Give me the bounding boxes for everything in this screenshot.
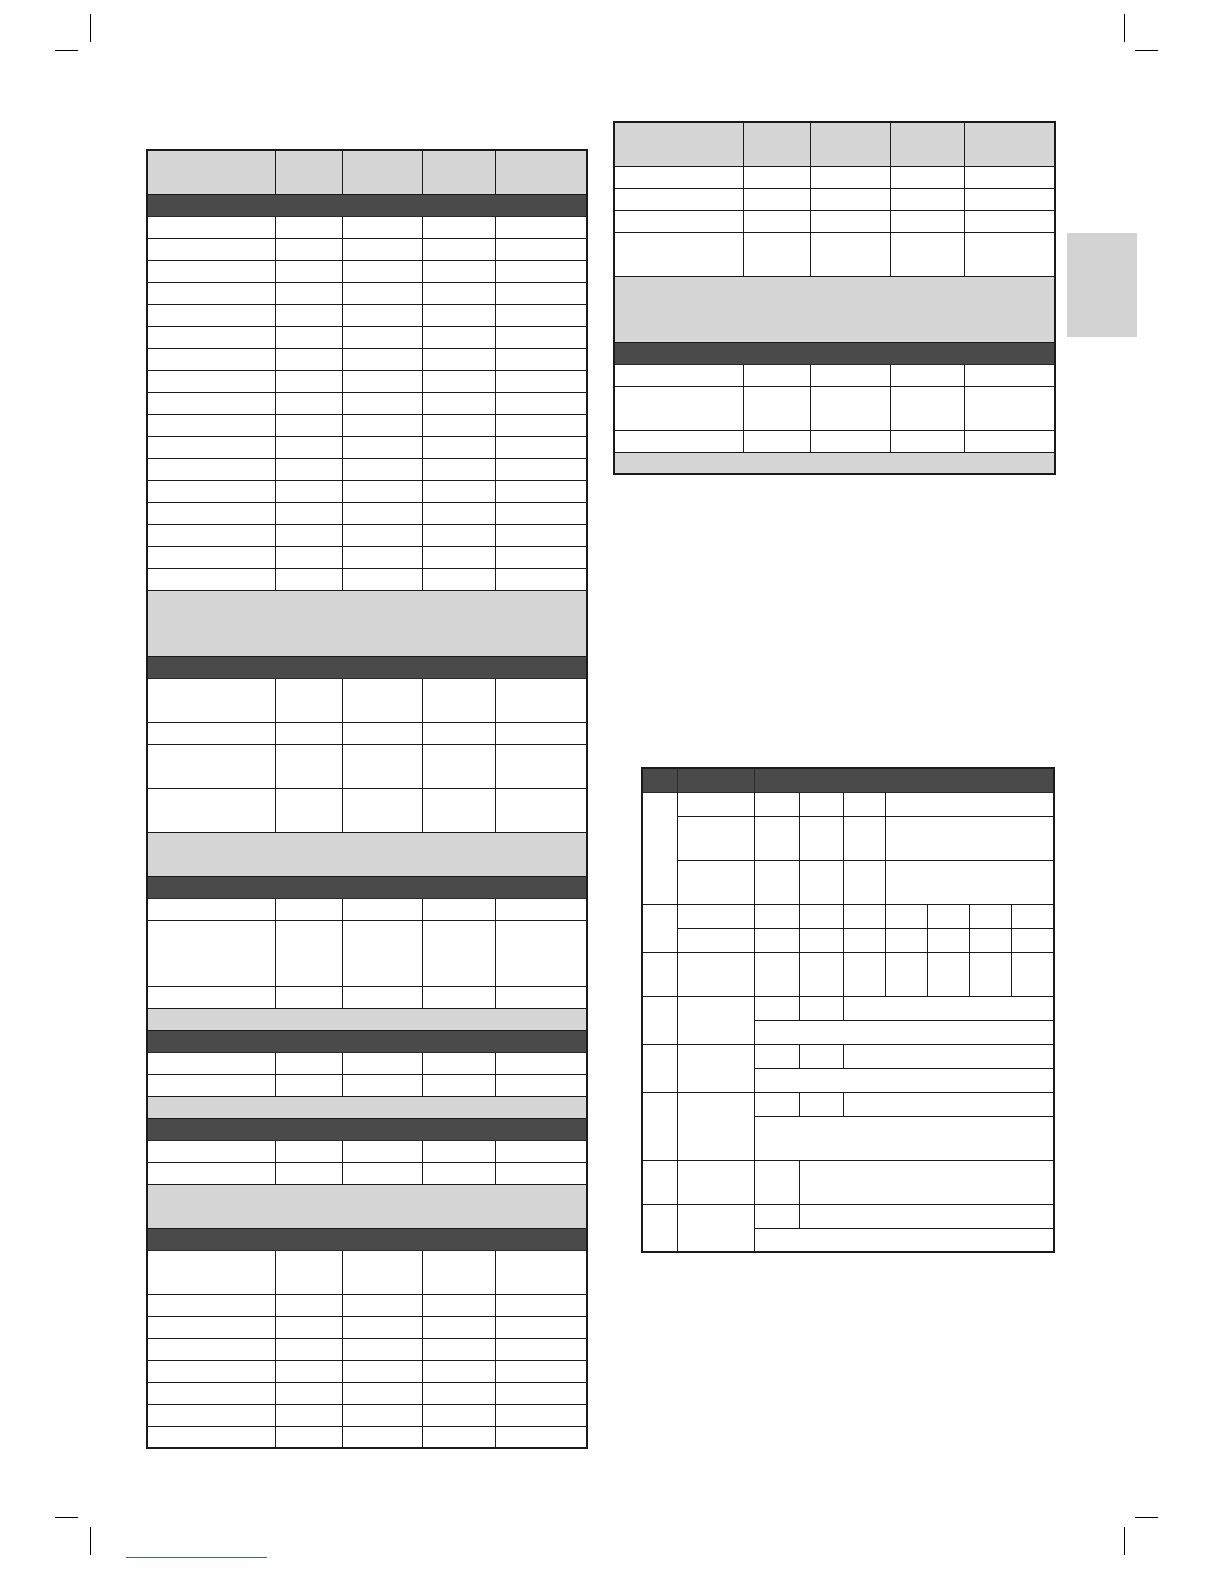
table-row bbox=[147, 1316, 587, 1338]
table-row bbox=[147, 414, 587, 436]
table-row bbox=[147, 1360, 587, 1382]
table-row bbox=[147, 238, 587, 260]
table-row bbox=[147, 524, 587, 546]
table-row bbox=[147, 502, 587, 524]
crop-mark-top-right-v bbox=[1124, 14, 1125, 42]
table-row bbox=[642, 1092, 1054, 1116]
table-row bbox=[147, 788, 587, 832]
table-row bbox=[147, 436, 587, 458]
crop-mark-bottom-right-h bbox=[1135, 1517, 1158, 1518]
note-row bbox=[147, 832, 587, 876]
table-row bbox=[147, 1426, 587, 1448]
table-row bbox=[147, 1074, 587, 1096]
table-row bbox=[614, 232, 1055, 276]
table-row bbox=[147, 282, 587, 304]
section-header-row bbox=[147, 1228, 587, 1250]
section-header-row bbox=[147, 876, 587, 898]
table-row bbox=[642, 1204, 1054, 1228]
note-row bbox=[147, 1008, 587, 1030]
table-row bbox=[147, 898, 587, 920]
table-row bbox=[147, 1162, 587, 1184]
crop-mark-bottom-right-v bbox=[1124, 1527, 1125, 1555]
matrix-header-row bbox=[642, 768, 1054, 792]
table-header-row bbox=[147, 150, 587, 194]
crop-mark-top-right-h bbox=[1135, 50, 1158, 51]
table-row bbox=[147, 722, 587, 744]
section-header-row bbox=[147, 194, 587, 216]
table-row bbox=[147, 326, 587, 348]
table-row bbox=[642, 860, 1054, 904]
section-header-row bbox=[147, 1118, 587, 1140]
table-header-row bbox=[614, 122, 1055, 166]
table-row bbox=[642, 904, 1054, 928]
left-spec-table bbox=[146, 149, 588, 1449]
right-matrix-table bbox=[641, 767, 1055, 1253]
note-row bbox=[147, 590, 587, 656]
table-row bbox=[147, 480, 587, 502]
table-row bbox=[614, 386, 1055, 430]
table-row bbox=[614, 210, 1055, 232]
right-spec-table bbox=[613, 121, 1056, 475]
table-row bbox=[147, 1140, 587, 1162]
table-row bbox=[642, 1044, 1054, 1068]
table-row bbox=[147, 1294, 587, 1316]
note-row bbox=[147, 1096, 587, 1118]
table-row bbox=[147, 392, 587, 414]
table-row bbox=[642, 1160, 1054, 1204]
table-row bbox=[147, 370, 587, 392]
table-row bbox=[642, 928, 1054, 952]
table-row bbox=[147, 260, 587, 282]
section-header-row bbox=[614, 342, 1055, 364]
table-row bbox=[642, 996, 1054, 1020]
table-row bbox=[147, 1338, 587, 1360]
note-row bbox=[614, 276, 1055, 342]
table-row bbox=[147, 458, 587, 480]
note-row bbox=[614, 452, 1055, 474]
table-row bbox=[147, 1250, 587, 1294]
table-row bbox=[614, 188, 1055, 210]
section-header-row bbox=[147, 656, 587, 678]
table-row bbox=[642, 816, 1054, 860]
table-row bbox=[614, 166, 1055, 188]
crop-mark-bottom-left-v bbox=[90, 1527, 91, 1555]
footer-link-underline[interactable] bbox=[126, 1557, 267, 1558]
table-row bbox=[147, 920, 587, 986]
section-header-row bbox=[147, 1030, 587, 1052]
note-row bbox=[147, 1184, 587, 1228]
table-row bbox=[147, 348, 587, 370]
table-row bbox=[147, 1404, 587, 1426]
table-row bbox=[642, 792, 1054, 816]
crop-mark-top-left-h bbox=[55, 50, 78, 51]
chapter-thumb-tab bbox=[1067, 233, 1137, 337]
table-row bbox=[147, 304, 587, 326]
table-row bbox=[147, 1052, 587, 1074]
crop-mark-bottom-left-h bbox=[55, 1517, 78, 1518]
table-row bbox=[147, 678, 587, 722]
table-row bbox=[147, 744, 587, 788]
table-row bbox=[147, 986, 587, 1008]
crop-mark-top-left-v bbox=[90, 14, 91, 42]
table-row bbox=[147, 216, 587, 238]
table-row bbox=[147, 1382, 587, 1404]
table-row bbox=[147, 568, 587, 590]
table-row bbox=[614, 364, 1055, 386]
table-row bbox=[642, 952, 1054, 996]
table-row bbox=[614, 430, 1055, 452]
table-row bbox=[147, 546, 587, 568]
